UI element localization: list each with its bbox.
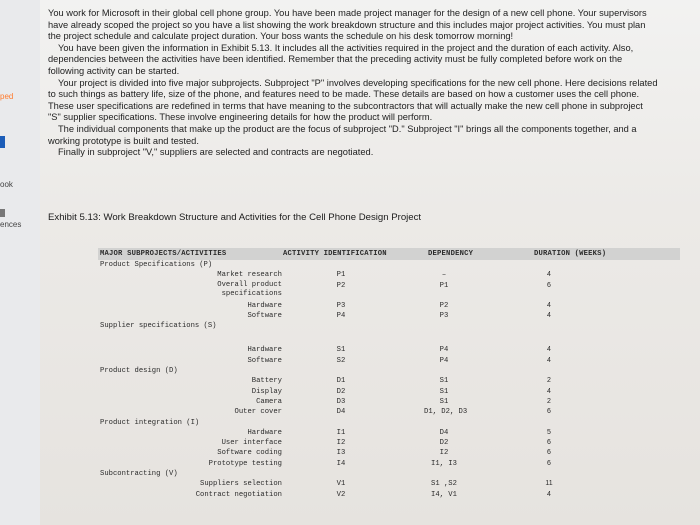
duration-cell: 6 xyxy=(547,449,551,457)
duration-cell: 4 xyxy=(547,271,551,279)
paragraph-2: You have been given the information in Exhibit 5.13. It includes all the activities required in the project and the duration of each activity. Also, dependencies between the activities have been identified. Remember that the preceding activity must be fully completed before work on the following activity can be started. xyxy=(48,42,634,76)
margin-tag-references[interactable]: ences xyxy=(0,220,22,229)
dependency-cell: P4 xyxy=(439,356,449,365)
activity-name: Prototype testing xyxy=(208,459,282,468)
exhibit-title: Exhibit 5.13: Work Breakdown Structure and Activities for the Cell Phone Design Project xyxy=(48,212,422,223)
table-row xyxy=(98,345,680,355)
wbs-table xyxy=(98,248,680,500)
header-activity-id: ACTIVITY IDENTIFICATION xyxy=(283,250,387,258)
dependency-cell: I4, V1 xyxy=(431,490,457,499)
duration-cell: 4 xyxy=(547,490,551,498)
dependency-cell: I1, I3 xyxy=(431,459,457,468)
dependency-cell: – xyxy=(441,271,447,280)
table-row xyxy=(98,281,680,301)
duration-cell: 4 xyxy=(547,387,551,395)
activity-name: Hardware xyxy=(247,428,282,437)
duration-cell: 2 xyxy=(547,377,551,385)
table-row xyxy=(98,438,680,448)
subproject-title: Product Specifications (P) xyxy=(100,261,213,269)
duration-cell: 2 xyxy=(547,397,551,405)
activity-id-cell: I2 xyxy=(336,439,346,448)
paragraph-3: Your project is divided into five major subprojects. Subproject "P" involves developing specifications for the new cell phone. Here decisions related to such things as battery life, size of the phone, and features need to be made. These details are based on how a customer uses the cell phone. These user specifications are redefined in terms that have meaning to the subcontractors that will actually make the new cell phone in subproject "S" supplier specifications. These involve engineering details for how the product will perform. xyxy=(48,77,658,123)
duration-cell: 11 xyxy=(545,480,553,488)
activity-id-cell: V2 xyxy=(336,490,346,499)
activity-name: Suppliers selection xyxy=(200,480,282,489)
margin-tag-book[interactable]: ook xyxy=(0,180,13,189)
table-body xyxy=(98,260,680,500)
subproject-title: Subcontracting (V) xyxy=(100,470,178,479)
header-duration: DURATION (WEEKS) xyxy=(534,250,607,258)
table-row xyxy=(98,428,680,438)
subproject-title: Product integration (I) xyxy=(100,418,200,427)
activity-name: Battery xyxy=(251,377,282,386)
paragraph-4: The individual components that make up the product are the focus of subproject "D." Subproject "I" brings all the components together, and a working prototype is built and tested. xyxy=(48,123,637,146)
table-row xyxy=(98,376,680,386)
header-dependency: DEPENDENCY xyxy=(428,250,474,258)
table-row xyxy=(98,301,680,311)
activity-name: Display xyxy=(251,387,282,396)
dependency-cell: S1 xyxy=(439,377,449,386)
dependency-cell: P4 xyxy=(439,346,449,355)
subproject-title: Product design (D) xyxy=(100,367,178,376)
table-section-row xyxy=(98,260,680,270)
margin-gray-marker xyxy=(0,209,5,217)
paragraph-5: Finally in subproject "V," suppliers are selected and contracts are negotiated. xyxy=(58,147,374,158)
activity-name: Software xyxy=(247,311,282,320)
table-row xyxy=(98,311,680,321)
duration-cell: 6 xyxy=(547,439,551,447)
table-row xyxy=(98,490,680,500)
table-section-row xyxy=(98,469,680,479)
table-row xyxy=(98,459,680,469)
activity-name: Hardware xyxy=(247,346,282,355)
table-row xyxy=(98,448,680,458)
activity-name: Software xyxy=(247,356,282,365)
duration-cell: 4 xyxy=(547,346,551,354)
activity-name: User interface xyxy=(221,439,282,448)
duration-cell: 6 xyxy=(547,459,551,467)
activity-id-cell: P1 xyxy=(336,271,346,280)
table-header xyxy=(98,248,680,260)
activity-id-cell: P2 xyxy=(336,281,346,290)
duration-cell: 6 xyxy=(547,408,551,416)
duration-cell: 4 xyxy=(547,301,551,309)
table-row xyxy=(98,270,680,280)
duration-cell: 4 xyxy=(547,311,551,319)
activity-id-cell: P3 xyxy=(336,301,346,310)
dependency-cell: P1 xyxy=(439,281,449,290)
table-row xyxy=(98,479,680,489)
activity-name: Contract negotiation xyxy=(195,490,282,499)
activity-id-cell: V1 xyxy=(336,480,346,489)
duration-cell: 4 xyxy=(547,356,551,364)
activity-name: Market research xyxy=(217,271,282,280)
table-section-row xyxy=(98,366,680,376)
activity-id-cell: D2 xyxy=(336,387,346,396)
dependency-cell: S1 xyxy=(439,397,449,406)
table-row xyxy=(98,397,680,407)
dependency-cell: D2 xyxy=(439,439,449,448)
document-page xyxy=(40,0,700,525)
table-section-row xyxy=(98,418,680,428)
dependency-cell: S1 xyxy=(439,387,449,396)
dependency-cell: D4 xyxy=(439,428,449,437)
duration-cell: 5 xyxy=(547,428,551,436)
case-prose xyxy=(48,8,658,159)
activity-id-cell: S1 xyxy=(336,346,346,355)
subproject-title: Supplier specifications (S) xyxy=(100,322,217,331)
activity-name: Camera xyxy=(256,397,282,406)
table-row xyxy=(98,356,680,366)
paragraph-1: You work for Microsoft in their global cell phone group. You have been made project manager for the design of a new cell phone. Your supervisors have already scoped the project so you have a list showing the work breakdown structure and this includes major project activities. You must plan the project schedule and calculate project duration. Your boss wants the schedule on his desk tomorrow morning! xyxy=(48,8,647,42)
activity-id-cell: D3 xyxy=(336,397,346,406)
sidebar-margin xyxy=(0,0,40,525)
activity-id-cell: I1 xyxy=(336,428,346,437)
dependency-cell: P2 xyxy=(439,301,449,310)
dependency-cell: P3 xyxy=(439,311,449,320)
dependency-cell: D1, D2, D3 xyxy=(424,408,468,417)
activity-name: Overall product specifications xyxy=(217,280,282,299)
activity-id-cell: D4 xyxy=(336,408,346,417)
table-row xyxy=(98,331,680,345)
activity-name: Hardware xyxy=(247,301,282,310)
activity-id-cell: I3 xyxy=(336,449,346,458)
table-section-row xyxy=(98,321,680,331)
activity-id-cell: D1 xyxy=(336,377,346,386)
dependency-cell: S1 ,S2 xyxy=(431,480,457,489)
dependency-cell: I2 xyxy=(439,449,449,458)
margin-tag-highlight[interactable]: ped xyxy=(0,92,14,101)
duration-cell: 6 xyxy=(547,281,551,289)
margin-blue-marker xyxy=(0,136,5,148)
activity-id-cell: S2 xyxy=(336,356,346,365)
activity-name: Outer cover xyxy=(234,408,282,417)
header-major: MAJOR SUBPROJECTS/ACTIVITIES xyxy=(100,250,227,258)
activity-name: Software coding xyxy=(217,449,282,458)
activity-id-cell: P4 xyxy=(336,311,346,320)
activity-id-cell: I4 xyxy=(336,459,346,468)
table-row xyxy=(98,387,680,397)
table-row xyxy=(98,407,680,417)
